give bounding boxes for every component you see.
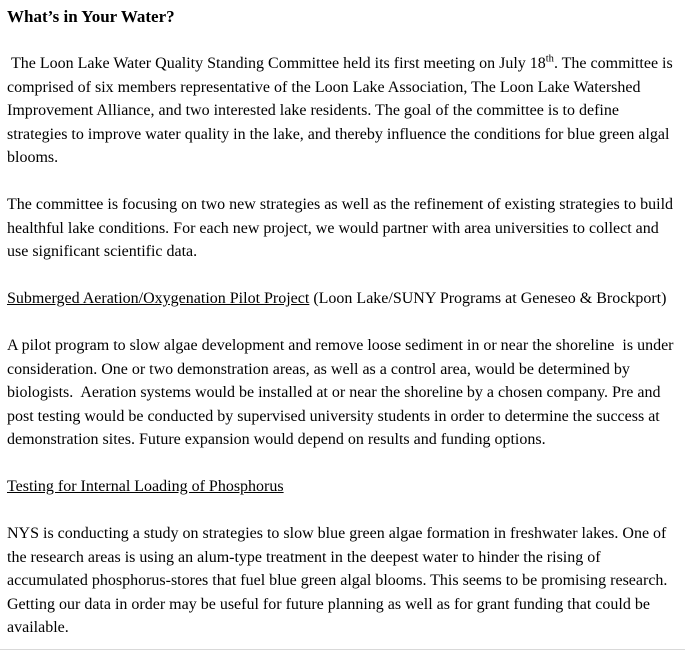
aeration-heading-suffix: (Loon Lake/SUNY Programs at Geneseo & Brockport)	[309, 290, 667, 307]
document-title: What’s in Your Water?	[7, 7, 175, 26]
aeration-heading	[7, 287, 675, 311]
intro-text-start: The Loon Lake Water Quality Standing Committee held its first meeting on July 18	[7, 55, 546, 72]
phosphorus-heading-text: Testing for Internal Loading of Phosphorus	[7, 478, 284, 495]
intro-paragraph	[7, 52, 675, 170]
phosphorus-heading	[7, 475, 675, 499]
strategies-paragraph: The committee is focusing on two new strategies as well as the refinement of existing strategies to build healthful lake conditions. For each new project, we would partner with area universities to collect and use significant scientific data.	[7, 196, 678, 260]
ordinal-superscript: th	[545, 53, 554, 65]
aeration-paragraph: A pilot program to slow algae development and remove loose sediment in or near the shoreline is under consideration. One or two demonstration areas, as well as a control area, would be determined by biologists. Aeration systems would be installed at or near the shoreline by a chosen company. Pre and post testing would be conducted by supervised university students in order to determine the success at demonstration sites. Future expansion would depend on results and funding options.	[7, 337, 678, 448]
intro-text-end: . The committee is comprised of six members representative of the Loon Lake Association, The Loon Lake Watershed Improvement Alliance, and two interested lake residents. The goal of the committee is to define strategies to improve water quality in the lake, and thereby influence the conditions for blue green algal blooms.	[7, 55, 677, 166]
phosphorus-paragraph: NYS is conducting a study on strategies to slow blue green algae formation in freshwater lakes. One of the research areas is using an alum-type treatment in the deepest water to hinder the rising of accumulated phosphorus-stores that fuel blue green algal blooms. This seems to be promising research. Getting our data in order may be useful for future planning as well as for grant funding that could be available.	[7, 525, 672, 636]
aeration-heading-underlined-text: Submerged Aeration/Oxygenation Pilot Project	[7, 290, 310, 307]
bottom-divider	[0, 649, 685, 650]
